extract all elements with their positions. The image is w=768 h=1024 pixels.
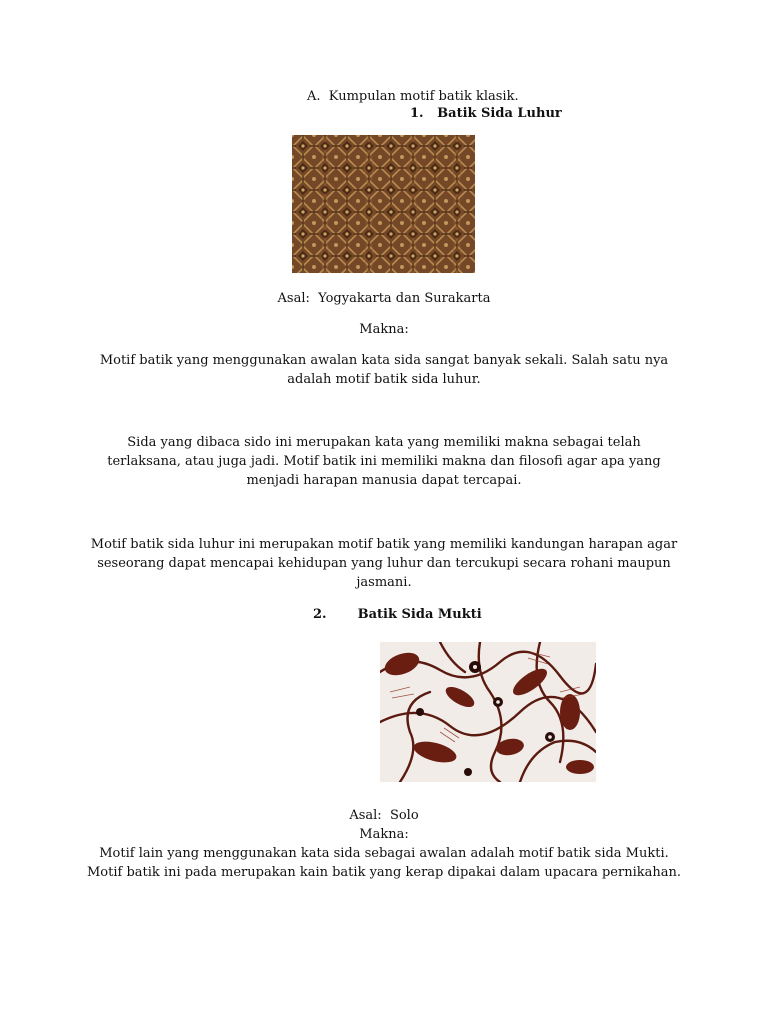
- section2-asal-value: Solo: [389, 808, 419, 823]
- section1-title: [410, 104, 562, 123]
- section2-number: 2.: [313, 607, 327, 622]
- section1-makna-label: Makna:: [359, 322, 409, 337]
- section1-number: 1.: [410, 106, 424, 121]
- batik-sida-luhur-image: [292, 135, 475, 273]
- section2-line-1: Motif lain yang menggunakan kata sida sebagai awalan adalah motif batik sida Mukti.: [99, 846, 669, 861]
- section2-makna-label: Makna:: [359, 827, 409, 842]
- section1-asal-label: Asal:: [277, 291, 310, 306]
- heading-a-marker: A.: [307, 89, 321, 104]
- section2-title: [313, 605, 482, 624]
- section2-asal-label: Asal:: [349, 808, 382, 823]
- section2-title-text: Batik Sida Mukti: [357, 607, 482, 622]
- section1-title-text: Batik Sida Luhur: [437, 106, 562, 121]
- section1-paragraph-1: Motif batik yang menggunakan awalan kata sida sangat banyak sekali. Salah satu nya adalah motif batik sida luhur.: [99, 353, 669, 387]
- heading-a-text: Kumpulan motif batik klasik.: [328, 89, 519, 104]
- section1-asal: [0, 289, 768, 308]
- batik-sida-mukti-image: [380, 642, 596, 782]
- section1-paragraph-3: Motif batik sida luhur ini merupakan motif batik yang memiliki kandungan harapan agar seseorang dapat mencapai kehidupan yang luhur dan tercukupi secara rohani maupun jasmani.: [90, 537, 678, 590]
- section2-asal: [0, 806, 768, 825]
- section2-line-2: Motif batik ini pada merupakan kain batik yang kerap dipakai dalam upacara pernikahan.: [86, 865, 681, 880]
- section1-paragraph-2: Sida yang dibaca sido ini merupakan kata yang memiliki makna sebagai telah terlaksana, atau juga jadi. Motif batik ini memiliki makna dan filosofi agar apa yang menjadi harapan manusia dapat tercapai.: [107, 435, 661, 488]
- section1-asal-value: Yogyakarta dan Surakarta: [318, 291, 491, 306]
